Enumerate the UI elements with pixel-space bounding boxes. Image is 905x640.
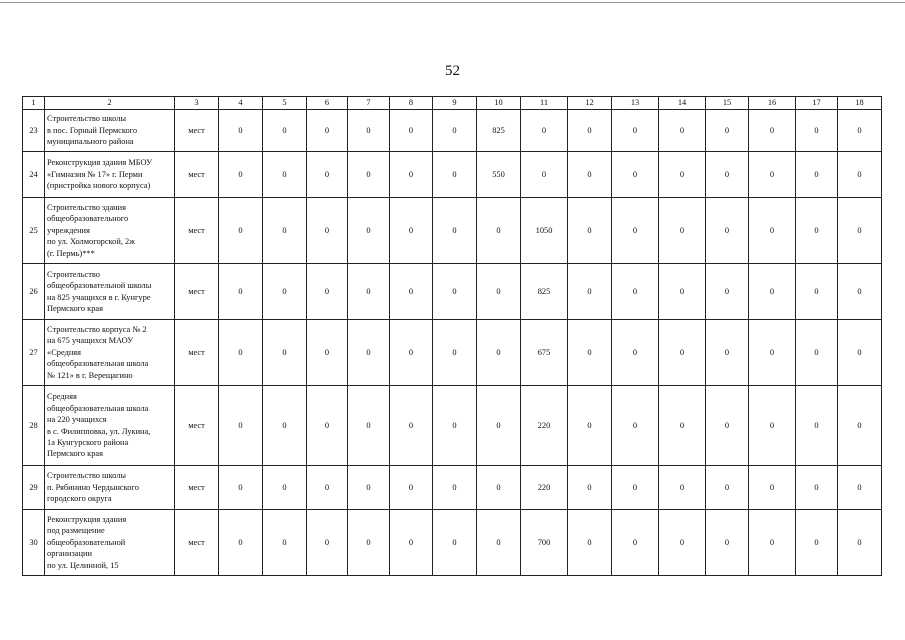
value-cell: 0 — [348, 466, 390, 510]
object-name-line: городского округа — [47, 494, 112, 504]
column-header: 9 — [433, 97, 477, 110]
column-header: 13 — [612, 97, 659, 110]
value-cell: 0 — [307, 198, 348, 264]
object-name-line: Строительство — [47, 269, 100, 279]
value-cell: 0 — [348, 152, 390, 198]
value-cell: 0 — [568, 386, 612, 466]
object-name-line: Строительство школы — [47, 114, 127, 124]
table-row — [23, 510, 882, 576]
value-cell: 0 — [219, 320, 263, 386]
value-cell: 0 — [796, 110, 838, 152]
object-name-line: общеобразовательной — [47, 537, 126, 547]
value-cell: 0 — [477, 320, 521, 386]
value-cell: 0 — [219, 110, 263, 152]
column-header: 3 — [175, 97, 219, 110]
value-cell: 0 — [433, 110, 477, 152]
value-cell: 0 — [433, 466, 477, 510]
column-header: 1 — [23, 97, 45, 110]
value-cell: 0 — [749, 466, 796, 510]
value-cell: 0 — [348, 386, 390, 466]
value-cell: 0 — [568, 264, 612, 320]
row-number: 25 — [23, 198, 45, 264]
value-cell: 0 — [659, 386, 706, 466]
value-cell: 0 — [612, 152, 659, 198]
value-cell: 0 — [219, 264, 263, 320]
row-number: 26 — [23, 264, 45, 320]
object-name — [45, 264, 175, 320]
data-table — [22, 96, 882, 576]
unit-cell: мест — [175, 510, 219, 576]
object-name — [45, 466, 175, 510]
row-number: 30 — [23, 510, 45, 576]
value-cell: 0 — [659, 510, 706, 576]
object-name-line: учреждения — [47, 225, 90, 235]
value-cell: 0 — [706, 320, 749, 386]
value-cell: 0 — [659, 198, 706, 264]
value-cell: 0 — [433, 320, 477, 386]
column-header: 6 — [307, 97, 348, 110]
column-header: 7 — [348, 97, 390, 110]
value-cell: 0 — [659, 466, 706, 510]
top-border-line — [0, 2, 905, 3]
value-cell: 0 — [568, 110, 612, 152]
object-name-line: в с. Филипповка, ул. Лукина, — [47, 426, 151, 436]
value-cell: 0 — [390, 198, 433, 264]
value-cell: 0 — [612, 198, 659, 264]
table-row — [23, 110, 882, 152]
unit-cell: мест — [175, 320, 219, 386]
value-cell: 0 — [568, 510, 612, 576]
value-cell: 0 — [307, 466, 348, 510]
object-name — [45, 198, 175, 264]
object-name-line: «Средняя — [47, 347, 82, 357]
value-cell: 0 — [612, 466, 659, 510]
value-cell: 0 — [706, 510, 749, 576]
table-row — [23, 152, 882, 198]
row-number: 29 — [23, 466, 45, 510]
value-cell: 0 — [219, 152, 263, 198]
value-cell: 675 — [521, 320, 568, 386]
object-name-line: (г. Пермь)*** — [47, 248, 95, 258]
value-cell: 700 — [521, 510, 568, 576]
value-cell: 0 — [219, 198, 263, 264]
value-cell: 0 — [390, 386, 433, 466]
column-header: 12 — [568, 97, 612, 110]
value-cell: 0 — [390, 152, 433, 198]
object-name-line: Пермского края — [47, 303, 104, 313]
value-cell: 0 — [390, 466, 433, 510]
row-number: 24 — [23, 152, 45, 198]
value-cell: 0 — [263, 198, 307, 264]
object-name-line: общеобразовательная школа — [47, 403, 149, 413]
row-number: 28 — [23, 386, 45, 466]
page-number: 52 — [445, 63, 460, 79]
value-cell: 0 — [348, 320, 390, 386]
value-cell: 0 — [796, 386, 838, 466]
column-header: 16 — [749, 97, 796, 110]
value-cell: 0 — [263, 386, 307, 466]
value-cell: 0 — [477, 386, 521, 466]
column-header: 11 — [521, 97, 568, 110]
unit-cell: мест — [175, 198, 219, 264]
value-cell: 0 — [263, 466, 307, 510]
column-header: 18 — [838, 97, 882, 110]
object-name-line: на 675 учащихся МАОУ — [47, 336, 134, 346]
value-cell: 220 — [521, 386, 568, 466]
column-header: 2 — [45, 97, 175, 110]
object-name — [45, 110, 175, 152]
value-cell: 0 — [838, 510, 882, 576]
value-cell: 0 — [612, 264, 659, 320]
value-cell: 0 — [477, 264, 521, 320]
value-cell: 0 — [348, 198, 390, 264]
object-name-line: (пристройка нового корпуса) — [47, 181, 151, 191]
value-cell: 0 — [390, 264, 433, 320]
object-name — [45, 386, 175, 466]
value-cell: 0 — [796, 152, 838, 198]
object-name — [45, 152, 175, 198]
value-cell: 0 — [390, 320, 433, 386]
value-cell: 0 — [838, 110, 882, 152]
object-name-line: на 825 учащихся в г. Кунгуре — [47, 292, 151, 302]
value-cell: 0 — [749, 320, 796, 386]
column-header: 14 — [659, 97, 706, 110]
row-number: 23 — [23, 110, 45, 152]
value-cell: 0 — [307, 510, 348, 576]
value-cell: 825 — [477, 110, 521, 152]
unit-cell: мест — [175, 264, 219, 320]
object-name-line: муниципального района — [47, 137, 134, 147]
column-header: 5 — [263, 97, 307, 110]
value-cell: 0 — [749, 110, 796, 152]
object-name — [45, 320, 175, 386]
object-name-line: № 121» в г. Верещагино — [47, 370, 133, 380]
value-cell: 0 — [796, 320, 838, 386]
value-cell: 0 — [659, 110, 706, 152]
value-cell: 825 — [521, 264, 568, 320]
value-cell: 0 — [307, 320, 348, 386]
value-cell: 0 — [612, 320, 659, 386]
value-cell: 0 — [706, 152, 749, 198]
object-name-line: Строительство корпуса № 2 — [47, 324, 147, 334]
value-cell: 0 — [659, 320, 706, 386]
column-header: 8 — [390, 97, 433, 110]
object-name-line: Строительство школы — [47, 471, 127, 481]
value-cell: 0 — [263, 320, 307, 386]
unit-cell: мест — [175, 386, 219, 466]
row-number: 27 — [23, 320, 45, 386]
table-row — [23, 198, 882, 264]
value-cell: 0 — [838, 466, 882, 510]
value-cell: 0 — [477, 198, 521, 264]
value-cell: 0 — [706, 466, 749, 510]
value-cell: 0 — [263, 152, 307, 198]
column-header: 15 — [706, 97, 749, 110]
value-cell: 0 — [838, 386, 882, 466]
object-name-line: по ул. Целинной, 15 — [47, 560, 119, 570]
value-cell: 0 — [263, 264, 307, 320]
unit-cell: мест — [175, 110, 219, 152]
value-cell: 0 — [568, 320, 612, 386]
value-cell: 0 — [612, 110, 659, 152]
value-cell: 0 — [612, 510, 659, 576]
object-name-line: общеобразовательной школы — [47, 281, 152, 291]
value-cell: 0 — [219, 386, 263, 466]
value-cell: 0 — [568, 152, 612, 198]
object-name-line: организации — [47, 549, 92, 559]
value-cell: 0 — [749, 386, 796, 466]
object-name — [45, 510, 175, 576]
value-cell: 0 — [796, 466, 838, 510]
value-cell: 0 — [219, 466, 263, 510]
unit-cell: мест — [175, 152, 219, 198]
value-cell: 1050 — [521, 198, 568, 264]
object-name-line: 1а Кунгурского района — [47, 437, 129, 447]
value-cell: 0 — [390, 110, 433, 152]
value-cell: 0 — [706, 264, 749, 320]
value-cell: 0 — [796, 198, 838, 264]
value-cell: 0 — [706, 198, 749, 264]
object-name-line: по ул. Холмогорской, 2ж — [47, 237, 136, 247]
value-cell: 0 — [568, 466, 612, 510]
value-cell: 220 — [521, 466, 568, 510]
column-header: 10 — [477, 97, 521, 110]
value-cell: 0 — [263, 110, 307, 152]
table-row — [23, 386, 882, 466]
value-cell: 0 — [263, 510, 307, 576]
value-cell: 550 — [477, 152, 521, 198]
value-cell: 0 — [477, 466, 521, 510]
object-name-line: Реконструкция здания МБОУ — [47, 158, 153, 168]
value-cell: 0 — [477, 510, 521, 576]
value-cell: 0 — [838, 198, 882, 264]
value-cell: 0 — [659, 152, 706, 198]
value-cell: 0 — [749, 152, 796, 198]
value-cell: 0 — [433, 386, 477, 466]
value-cell: 0 — [796, 264, 838, 320]
object-name-line: под размещение — [47, 526, 105, 536]
value-cell: 0 — [706, 386, 749, 466]
value-cell: 0 — [568, 198, 612, 264]
value-cell: 0 — [390, 510, 433, 576]
table-row — [23, 320, 882, 386]
value-cell: 0 — [796, 510, 838, 576]
value-cell: 0 — [433, 198, 477, 264]
object-name-line: Реконструкция здания — [47, 514, 127, 524]
object-name-line: общеобразовательного — [47, 214, 129, 224]
column-header: 17 — [796, 97, 838, 110]
object-name-line: Средняя — [47, 392, 77, 402]
object-name-line: общеобразовательная школа — [47, 359, 149, 369]
value-cell: 0 — [307, 264, 348, 320]
value-cell: 0 — [348, 110, 390, 152]
unit-cell: мест — [175, 466, 219, 510]
value-cell: 0 — [348, 264, 390, 320]
object-name-line: «Гимназия № 17» г. Перми — [47, 169, 143, 179]
value-cell: 0 — [433, 264, 477, 320]
value-cell: 0 — [219, 510, 263, 576]
table-row — [23, 264, 882, 320]
value-cell: 0 — [521, 152, 568, 198]
value-cell: 0 — [307, 110, 348, 152]
object-name-line: на 220 учащихся — [47, 415, 107, 425]
value-cell: 0 — [307, 386, 348, 466]
value-cell: 0 — [749, 198, 796, 264]
value-cell: 0 — [749, 510, 796, 576]
value-cell: 0 — [838, 264, 882, 320]
object-name-line: п. Рябинино Чердынского — [47, 482, 139, 492]
value-cell: 0 — [307, 152, 348, 198]
object-name-line: Строительство здания — [47, 202, 126, 212]
value-cell: 0 — [838, 320, 882, 386]
value-cell: 0 — [659, 264, 706, 320]
value-cell: 0 — [749, 264, 796, 320]
value-cell: 0 — [433, 152, 477, 198]
value-cell: 0 — [348, 510, 390, 576]
object-name-line: в пос. Горный Пермского — [47, 125, 138, 135]
value-cell: 0 — [433, 510, 477, 576]
header-row — [23, 97, 882, 110]
column-header: 4 — [219, 97, 263, 110]
value-cell: 0 — [838, 152, 882, 198]
value-cell: 0 — [612, 386, 659, 466]
value-cell: 0 — [521, 110, 568, 152]
value-cell: 0 — [706, 110, 749, 152]
object-name-line: Пермского края — [47, 449, 104, 459]
table-row — [23, 466, 882, 510]
